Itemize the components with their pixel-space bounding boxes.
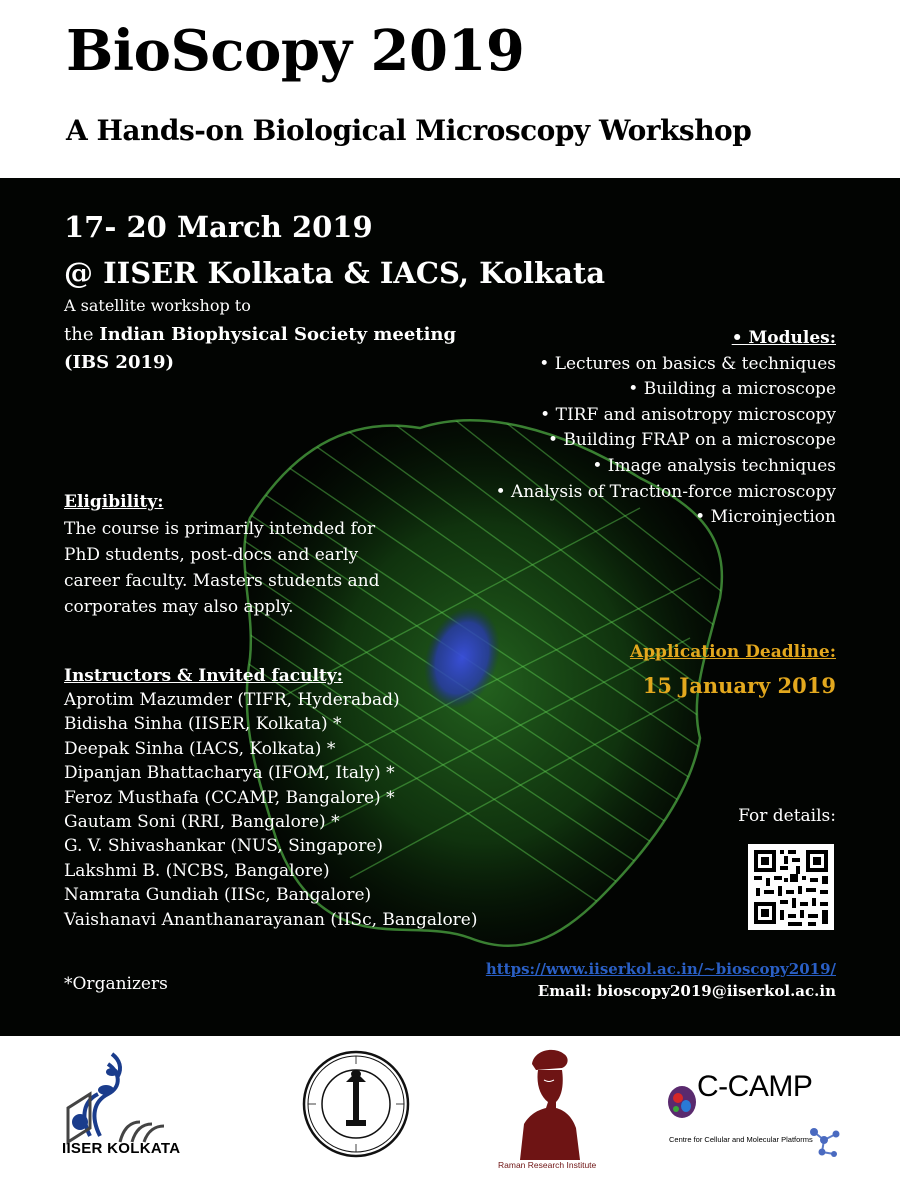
- instructors-list: [64, 688, 478, 932]
- module-item: • Building a microscope: [628, 379, 836, 400]
- instructor-item: Bidisha Sinha (IISER, Kolkata) *: [64, 714, 342, 735]
- website-link[interactable]: https://www.iiserkol.ac.in/~bioscopy2019/: [485, 960, 836, 978]
- event-venue: @ IISER Kolkata & IACS, Kolkata: [64, 256, 606, 290]
- modules-list: [496, 326, 836, 531]
- organizers-note: *Organizers: [64, 974, 168, 994]
- rri-portrait-icon: [510, 1044, 590, 1162]
- instructor-item: Aprotim Mazumder (TIFR, Hyderabad): [64, 690, 400, 710]
- ccamp-logo-subtext: Centre for Cellular and Molecular Platforms: [669, 1135, 813, 1144]
- contact-email[interactable]: Email: bioscopy2019@iiserkol.ac.in: [537, 982, 836, 1000]
- poster-main-panel: [0, 178, 900, 1036]
- details-label: For details:: [738, 806, 836, 826]
- instructor-item: Lakshmi B. (NCBS, Bangalore): [64, 860, 330, 881]
- module-item: • Microinjection: [695, 507, 836, 528]
- module-item: • Lectures on basics & techniques: [539, 353, 836, 374]
- eligibility-text: The course is primarily intended for PhD students, post-docs and early career faculty. Masters students and corporates may also apply.: [64, 519, 380, 617]
- event-dates: 17- 20 March 2019: [64, 210, 373, 244]
- instructor-item: Dipanjan Bhattacharya (IFOM, Italy) *: [64, 763, 395, 784]
- module-item: • TIRF and anisotropy microscopy: [540, 404, 836, 425]
- ccamp-logo-icon: [666, 1084, 698, 1120]
- module-item: • Image analysis techniques: [592, 455, 836, 476]
- iiser-logo-text: IISER KOLKATA: [62, 1140, 181, 1157]
- module-item: • Building FRAP on a microscope: [547, 430, 836, 451]
- instructor-item: Deepak Sinha (IACS, Kolkata) *: [64, 738, 336, 759]
- poster-title: BioScopy 2019: [66, 18, 525, 84]
- molecule-icon: [808, 1124, 842, 1158]
- deadline-date: 15 January 2019: [642, 673, 836, 698]
- module-item: • Analysis of Traction-force microscopy: [495, 481, 836, 502]
- satellite-line-3: (IBS 2019): [64, 352, 175, 373]
- instructor-item: Vaishanavi Ananthanarayanan (IISc, Bangalore): [64, 909, 478, 930]
- instructor-item: Gautam Soni (RRI, Bangalore) *: [64, 812, 340, 833]
- instructor-item: G. V. Shivashankar (NUS, Singapore): [64, 836, 384, 857]
- qr-code-icon[interactable]: [748, 844, 834, 930]
- instructors-heading: Instructors & Invited faculty:: [64, 666, 343, 686]
- poster-subtitle: A Hands-on Biological Microscopy Workshop: [66, 114, 752, 147]
- satellite-line-2: [64, 322, 456, 348]
- instructor-item: Namrata Gundiah (IISc, Bangalore): [64, 885, 372, 906]
- rri-logo-text: Raman Research Institute: [498, 1160, 597, 1170]
- poster-header: [0, 0, 900, 178]
- satellite-society: Indian Biophysical Society meeting: [99, 324, 457, 345]
- modules-heading: • Modules:: [731, 328, 836, 348]
- satellite-line-1: A satellite workshop to: [64, 296, 251, 315]
- eligibility-heading: Eligibility:: [64, 492, 164, 512]
- instructor-item: Feroz Musthafa (CCAMP, Bangalore) *: [64, 787, 395, 808]
- ccamp-logo-text: C-CAMP: [697, 1070, 813, 1103]
- satellite-prefix: the: [64, 324, 100, 345]
- sponsor-logos-footer: [0, 1036, 900, 1200]
- iacs-seal-icon: [302, 1050, 410, 1158]
- deadline-label: Application Deadline:: [629, 642, 836, 662]
